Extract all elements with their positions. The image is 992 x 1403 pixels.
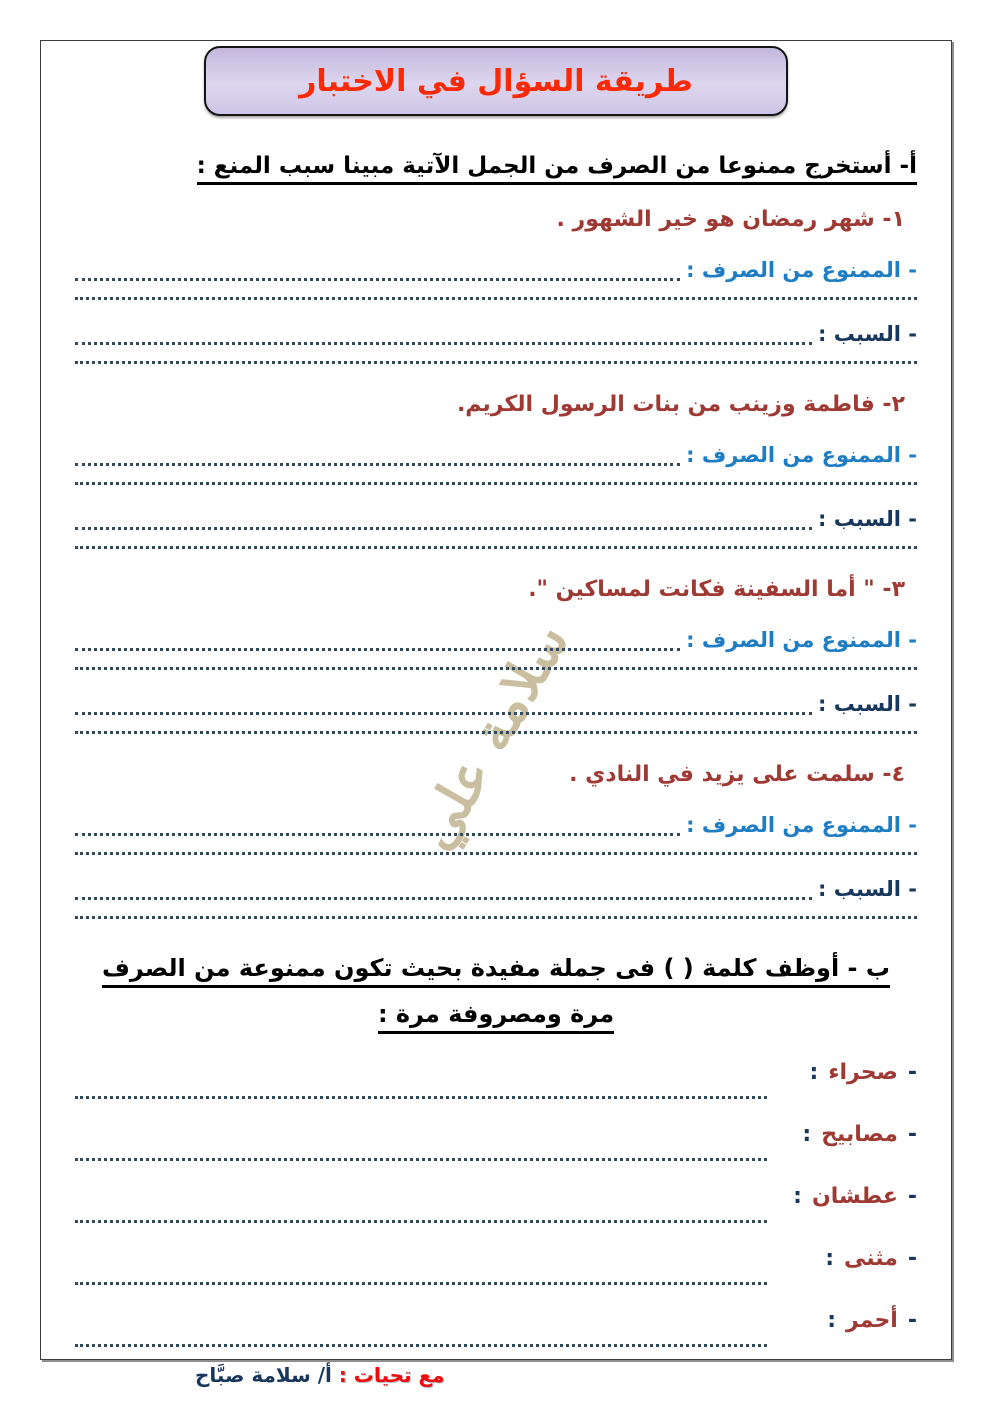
question-sentence: ٢- فاطمة وزينب من بنات الرسول الكريم.	[456, 392, 905, 417]
banned-word-label: - الممنوع من الصرف :	[686, 628, 917, 652]
word-bullet: -	[907, 1184, 917, 1209]
answer-dotted-line	[75, 1155, 767, 1161]
answer-dotted-line	[75, 807, 680, 836]
banned-word-row	[75, 807, 917, 841]
footer-author: أ/ سلامة صبَّاح	[195, 1363, 332, 1387]
reason-row	[75, 686, 917, 720]
word-row-ahmar	[75, 1305, 917, 1347]
word-label: مصابيح	[821, 1122, 898, 1147]
footer-signature	[75, 1363, 917, 1387]
answer-dotted-line	[75, 913, 917, 919]
answer-dotted-line	[75, 849, 917, 855]
question-sentence: ٤- سلمت على يزيد في النادي .	[569, 762, 905, 787]
answer-dotted-line	[75, 479, 917, 485]
answer-dotted-line	[75, 437, 680, 466]
reason-row	[75, 871, 917, 905]
word-row-sahra	[75, 1057, 917, 1099]
word-bullet: -	[907, 1122, 917, 1147]
answer-dotted-line	[75, 622, 680, 651]
answer-dotted-line	[75, 871, 812, 900]
watermark-text: سلامة علي	[400, 612, 582, 860]
question-sentence: ١- شهر رمضان هو خير الشهور .	[556, 207, 905, 232]
answer-dotted-line	[75, 1217, 767, 1223]
banned-word-answer	[75, 622, 917, 670]
question-sentence: ٣- " أما السفينة فكانت لمساكين ".	[528, 577, 905, 602]
word-bullet: -	[907, 1246, 917, 1271]
word-label: صحراء	[828, 1060, 898, 1085]
answer-dotted-line	[75, 294, 917, 300]
footer-greeting: مع تحيات :	[338, 1363, 445, 1387]
answer-dotted-line	[75, 728, 917, 734]
question-item-4	[75, 758, 917, 919]
question-item-3	[75, 573, 917, 734]
reason-label: - السبب :	[818, 692, 917, 716]
banned-word-row	[75, 437, 917, 471]
section-b-heading	[75, 945, 917, 1037]
page-border-frame	[40, 40, 952, 1387]
word-line	[75, 1243, 917, 1275]
banned-word-label: - الممنوع من الصرف :	[686, 443, 917, 467]
answer-dotted-line	[75, 316, 812, 345]
answer-dotted-line	[75, 358, 917, 364]
section-a-heading-text: أ- أستخرج ممنوعا من الصرف من الجمل الآتية مبينا سبب المنع :	[197, 153, 917, 185]
word-line	[75, 1305, 917, 1337]
reason-answer	[75, 316, 917, 364]
reason-answer	[75, 686, 917, 734]
word-bullet: -	[907, 1060, 917, 1085]
word-row-masabih	[75, 1119, 917, 1161]
answer-dotted-line	[75, 1093, 767, 1099]
word-bullet: -	[907, 1308, 917, 1333]
reason-label: - السبب :	[818, 507, 917, 531]
word-row-atshan	[75, 1181, 917, 1223]
answer-dotted-line	[75, 1279, 767, 1285]
word-label: أحمر	[846, 1308, 898, 1333]
banned-word-row	[75, 622, 917, 656]
title-box	[204, 46, 788, 116]
word-colon: :	[802, 1122, 812, 1147]
answer-dotted-line	[75, 543, 917, 549]
word-colon: :	[793, 1184, 802, 1209]
word-line	[75, 1057, 917, 1089]
banned-word-answer	[75, 437, 917, 485]
section-b-heading-line1: ب - أوظف كلمة ( ) فى جملة مفيدة بحيث تكون ممنوعة من الصرف	[102, 954, 890, 988]
answer-dotted-line	[75, 1341, 767, 1347]
word-colon: :	[827, 1308, 837, 1333]
question-item-2	[75, 388, 917, 549]
reason-label: - السبب :	[818, 877, 917, 901]
word-label: مثنى	[844, 1246, 898, 1271]
page-title: طريقة السؤال في الاختبار	[299, 63, 693, 99]
reason-row	[75, 316, 917, 350]
answer-dotted-line	[75, 501, 812, 530]
banned-word-answer	[75, 807, 917, 855]
banned-word-label: - الممنوع من الصرف :	[686, 813, 917, 837]
answer-dotted-line	[75, 664, 917, 670]
word-colon: :	[809, 1060, 819, 1085]
word-label: عطشان	[811, 1184, 898, 1209]
word-row-muthanna	[75, 1243, 917, 1285]
banned-word-answer	[75, 252, 917, 300]
reason-row	[75, 501, 917, 535]
section-a-heading	[75, 153, 917, 179]
answer-dotted-line	[75, 686, 812, 715]
answer-dotted-line	[75, 252, 680, 281]
banned-word-row	[75, 252, 917, 286]
word-colon: :	[825, 1246, 835, 1271]
section-b-heading-line2: مرة ومصروفة مرة :	[378, 1000, 614, 1034]
question-item-1	[75, 203, 917, 364]
banned-word-label: - الممنوع من الصرف :	[686, 258, 917, 282]
word-line	[75, 1119, 917, 1151]
reason-answer	[75, 501, 917, 549]
reason-answer	[75, 871, 917, 919]
reason-label: - السبب :	[818, 322, 917, 346]
word-line	[75, 1181, 917, 1213]
